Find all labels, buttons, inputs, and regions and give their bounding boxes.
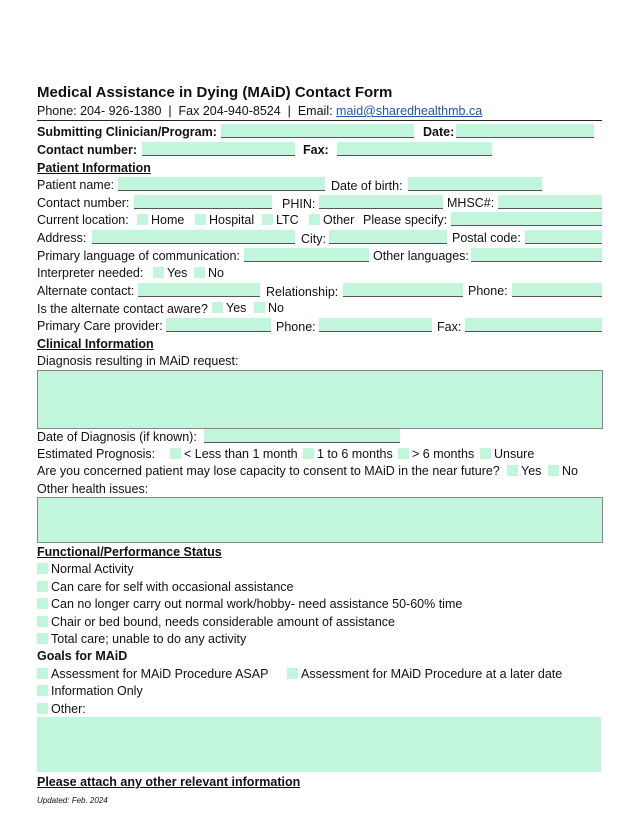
aware-no-checkbox[interactable]	[254, 302, 265, 313]
patient-name-field[interactable]	[118, 177, 325, 191]
pcp-phone-label: Phone:	[276, 320, 316, 334]
phone-fax-text: Phone: 204- 926-1380 | Fax 204-940-8524 | Email:	[37, 104, 337, 118]
other-location-checkbox[interactable]	[309, 214, 320, 225]
date-label: Date:	[423, 125, 455, 139]
prognosis-unsure-checkbox[interactable]	[480, 448, 491, 459]
functional-option[interactable]: Chair or bed bound, needs considerable amount of assistance	[37, 615, 395, 630]
patient-name-label: Patient name:	[37, 178, 115, 192]
contact-number-field[interactable]	[142, 142, 295, 156]
pcp-fax-label: Fax:	[437, 320, 462, 334]
aware-yes-checkbox[interactable]	[212, 302, 223, 313]
language-field[interactable]	[244, 248, 369, 262]
postal-label: Postal code:	[452, 231, 521, 245]
phin-field[interactable]	[319, 195, 443, 209]
patient-contact-field[interactable]	[134, 195, 272, 209]
attach-note: Please attach any other relevant information	[37, 775, 301, 789]
hospital-checkbox[interactable]	[195, 214, 206, 225]
prognosis-lt1[interactable]: < Less than 1 month	[170, 447, 298, 462]
specify-field[interactable]	[451, 212, 602, 226]
interpreter-yes-checkbox[interactable]	[153, 267, 164, 278]
prognosis-1to6-checkbox[interactable]	[303, 448, 314, 459]
location-ltc[interactable]: LTC	[262, 213, 299, 228]
functional-checkbox[interactable]	[37, 616, 48, 627]
prognosis-gt6-checkbox[interactable]	[398, 448, 409, 459]
pcp-label: Primary Care provider:	[37, 319, 163, 333]
address-field[interactable]	[92, 230, 295, 244]
goal-option[interactable]: Other:	[37, 702, 86, 717]
goals-heading: Goals for MAiD	[37, 649, 128, 663]
clinician-field[interactable]	[221, 124, 414, 138]
interpreter-no-checkbox[interactable]	[194, 267, 205, 278]
other-languages-label: Other languages:	[373, 249, 469, 263]
diag-date-label: Date of Diagnosis (if known):	[37, 430, 197, 444]
goal-checkbox[interactable]	[287, 668, 298, 679]
capacity-yes[interactable]: Yes	[507, 464, 541, 479]
location-other[interactable]: Other	[309, 213, 354, 228]
goal-option[interactable]: Assessment for MAiD Procedure at a later date	[287, 667, 562, 682]
other-languages-field[interactable]	[471, 248, 602, 262]
capacity-no[interactable]: No	[548, 464, 578, 479]
capacity-question: Are you concerned patient may lose capacity to consent to MAiD in the near future?	[37, 464, 500, 478]
goal-other-textarea[interactable]	[37, 717, 601, 772]
dob-label: Date of birth:	[331, 179, 403, 193]
aware-label: Is the alternate contact aware?	[37, 302, 208, 316]
patient-info-heading: Patient Information	[37, 161, 151, 175]
functional-checkbox[interactable]	[37, 598, 48, 609]
location-hospital[interactable]: Hospital	[195, 213, 254, 228]
functional-option[interactable]: Can care for self with occasional assistance	[37, 580, 293, 595]
other-issues-label: Other health issues:	[37, 482, 149, 496]
pcp-field[interactable]	[166, 318, 271, 332]
interpreter-no[interactable]: No	[194, 266, 224, 281]
form-title: Medical Assistance in Dying (MAiD) Contact Form	[37, 84, 393, 101]
interpreter-yes[interactable]: Yes	[153, 266, 187, 281]
pcp-fax-field[interactable]	[465, 318, 602, 332]
location-home[interactable]: Home	[137, 213, 184, 228]
relationship-field[interactable]	[343, 283, 463, 297]
pcp-phone-field[interactable]	[319, 318, 432, 332]
other-issues-textarea[interactable]	[37, 497, 603, 543]
email-link[interactable]: maid@sharedhealthmb.ca	[336, 104, 483, 118]
fax-field[interactable]	[337, 142, 492, 156]
city-label: City:	[301, 232, 326, 246]
home-checkbox[interactable]	[137, 214, 148, 225]
phin-label: PHIN:	[282, 197, 316, 211]
prognosis-1to6[interactable]: 1 to 6 months	[303, 447, 393, 462]
aware-no[interactable]: No	[254, 301, 284, 316]
date-field[interactable]	[456, 124, 594, 138]
capacity-no-checkbox[interactable]	[548, 465, 559, 476]
language-label: Primary language of communication:	[37, 249, 240, 263]
aware-yes[interactable]: Yes	[212, 301, 246, 316]
diagnosis-label: Diagnosis resulting in MAiD request:	[37, 354, 239, 368]
goal-checkbox[interactable]	[37, 703, 48, 714]
prognosis-gt6[interactable]: > 6 months	[398, 447, 474, 462]
functional-option[interactable]: Total care; unable to do any activity	[37, 632, 246, 647]
prognosis-label: Estimated Prognosis:	[37, 447, 156, 461]
mhsc-field[interactable]	[498, 195, 602, 209]
goal-checkbox[interactable]	[37, 685, 48, 696]
functional-checkbox[interactable]	[37, 563, 48, 574]
city-field[interactable]	[329, 230, 447, 244]
goal-checkbox[interactable]	[37, 668, 48, 679]
functional-option[interactable]: Can no longer carry out normal work/hobby- need assistance 50-60% time	[37, 597, 462, 612]
alt-phone-field[interactable]	[512, 283, 602, 297]
specify-label: Please specify:	[363, 213, 448, 227]
diagnosis-textarea[interactable]	[37, 370, 603, 429]
clinical-info-heading: Clinical Information	[37, 337, 154, 351]
functional-checkbox[interactable]	[37, 581, 48, 592]
updated-date: Updated: Feb. 2024	[37, 796, 108, 805]
postal-field[interactable]	[525, 230, 602, 244]
address-label: Address:	[37, 231, 87, 245]
functional-option[interactable]: Normal Activity	[37, 562, 134, 577]
alt-phone-label: Phone:	[468, 284, 508, 298]
mhsc-label: MHSC#:	[447, 196, 495, 210]
goal-option[interactable]: Information Only	[37, 684, 143, 699]
capacity-yes-checkbox[interactable]	[507, 465, 518, 476]
header-divider	[37, 120, 602, 121]
contact-number-label: Contact number:	[37, 143, 137, 157]
patient-contact-label: Contact number:	[37, 196, 130, 210]
fax-label: Fax:	[303, 143, 329, 157]
alt-contact-field[interactable]	[138, 283, 260, 297]
ltc-checkbox[interactable]	[262, 214, 273, 225]
functional-checkbox[interactable]	[37, 633, 48, 644]
prognosis-lt1-checkbox[interactable]	[170, 448, 181, 459]
functional-heading: Functional/Performance Status	[37, 545, 222, 559]
dob-field[interactable]	[408, 177, 542, 191]
diag-date-field[interactable]	[204, 429, 400, 443]
clinician-label: Submitting Clinician/Program:	[37, 125, 217, 139]
alt-contact-label: Alternate contact:	[37, 284, 135, 298]
prognosis-unsure[interactable]: Unsure	[480, 447, 534, 462]
location-label: Current location:	[37, 213, 129, 227]
goal-option[interactable]: Assessment for MAiD Procedure ASAP	[37, 667, 268, 682]
contact-line	[37, 104, 482, 119]
relationship-label: Relationship:	[266, 285, 339, 299]
interpreter-label: Interpreter needed:	[37, 266, 144, 280]
